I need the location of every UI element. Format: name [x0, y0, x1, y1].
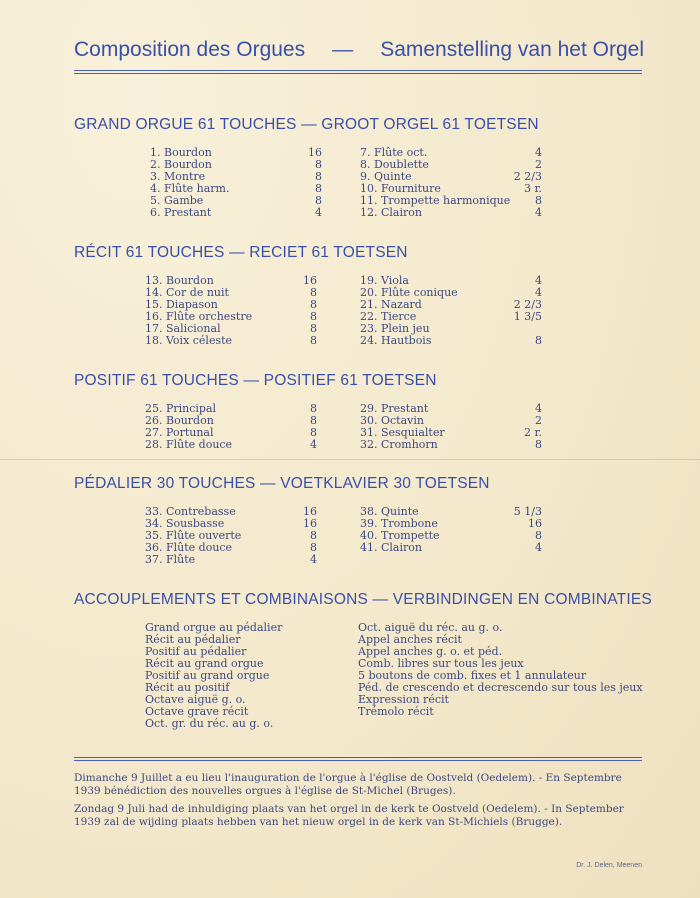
stop-name: 16. Flûte orchestre: [145, 310, 253, 323]
stop-value: 2 2/3: [513, 170, 542, 183]
stops-pedalier-right: [360, 506, 542, 554]
stop-value: 4: [535, 206, 542, 219]
stop-value: 8: [315, 158, 322, 171]
stop-value: 8: [310, 426, 317, 439]
stop-value: 4: [535, 274, 542, 287]
stop-value: 5 1/3: [513, 505, 542, 518]
coupler-item: Appel anches récit: [358, 633, 462, 646]
section-title-pedalier: PÉDALIER 30 TOUCHES — VOETKLAVIER 30 TOETSEN: [74, 475, 490, 492]
stop-value: 2: [535, 414, 542, 427]
stop-row: [360, 207, 542, 219]
section-title-couplers: ACCOUPLEMENTS ET COMBINAISONS — VERBINDINGEN EN COMBINATIES: [74, 591, 652, 608]
stops-grand-right: [360, 147, 542, 219]
stop-name: 15. Diapason: [145, 298, 218, 311]
stops-positif-left: [145, 403, 317, 451]
coupler-item: Récit au grand orgue: [145, 657, 264, 670]
stop-name: 11. Trompette harmonique: [360, 194, 511, 207]
stop-name: 27. Portunal: [145, 426, 214, 439]
footer-note-fr: Dimanche 9 Juillet a eu lieu l'inauguration de l'orgue à l'église de Oostveld (Oedelem). - En Septembre 1939 bénédiction des nouvelles orgues à l'église de St-Michel (Bruges).: [74, 772, 622, 797]
stop-name: 10. Fourniture: [360, 182, 441, 195]
stop-value: 4: [535, 146, 542, 159]
stop-name: 3. Montre: [150, 170, 206, 183]
stop-name: 2. Bourdon: [150, 158, 212, 171]
stop-name: 26. Bourdon: [145, 414, 214, 427]
couplers-right: [358, 622, 643, 718]
stop-name: 37. Flûte: [145, 553, 196, 566]
stop-value: 4: [310, 553, 317, 566]
page-header: [74, 38, 644, 62]
stop-name: 9. Quinte: [360, 170, 412, 183]
stop-name: 28. Flûte douce: [145, 438, 233, 451]
stop-value: 8: [535, 194, 542, 207]
coupler-item: 5 boutons de comb. fixes et 1 annulateur: [358, 669, 587, 682]
stop-name: 6. Prestant: [150, 206, 212, 219]
stop-value: 16: [303, 505, 317, 518]
stop-name: 20. Flûte conique: [360, 286, 458, 299]
footer-rule: [74, 757, 642, 761]
printer-credit: Dr. J. Delen, Meenen: [576, 862, 642, 869]
stop-name: 22. Tierce: [360, 310, 417, 323]
coupler-item: Comb. libres sur tous les jeux: [358, 657, 524, 670]
stop-value: 2 2/3: [513, 298, 542, 311]
stop-value: 4: [535, 541, 542, 554]
footer-note-nl: Zondag 9 Juli had de inhuldiging plaats van het orgel in de kerk te Oostveld (Oedelem). - In September 1939 zal de wijding plaats hebben van het nieuw orgel in de kerk van St-Michiels (Brugge).: [74, 803, 624, 828]
stop-row: [145, 335, 317, 347]
stop-name: 32. Cromhorn: [360, 438, 438, 451]
stops-recit-right: [360, 275, 542, 347]
header-dash: —: [332, 38, 354, 61]
paper-fold: [0, 459, 700, 460]
stop-name: 34. Sousbasse: [145, 517, 225, 530]
stop-value: 8: [535, 529, 542, 542]
stops-positif-right: [360, 403, 542, 451]
header-title-fr: Composition des Orgues: [74, 38, 306, 61]
stop-row: [145, 554, 317, 566]
header-title-nl: Samenstelling van het Orgel: [380, 38, 644, 61]
stop-value: 8: [310, 402, 317, 415]
stop-value: 16: [303, 274, 317, 287]
stop-name: 12. Clairon: [360, 206, 422, 219]
section-title-recit: RÉCIT 61 TOUCHES — RECIET 61 TOETSEN: [74, 244, 408, 261]
stop-value: 8: [535, 334, 542, 347]
stop-value: 8: [310, 310, 317, 323]
stop-name: 19. Viola: [360, 274, 409, 287]
stop-value: 16: [303, 517, 317, 530]
stop-name: 24. Hautbois: [360, 334, 432, 347]
stop-value: 8: [310, 298, 317, 311]
stop-value: 8: [310, 286, 317, 299]
stop-name: 31. Sesquialter: [360, 426, 445, 439]
coupler-item: Grand orgue au pédalier: [145, 621, 283, 634]
stop-row: [150, 207, 322, 219]
coupler-item: Récit au pédalier: [145, 633, 241, 646]
header-rule: [74, 70, 642, 74]
coupler-item: Récit au positif: [145, 681, 230, 694]
stop-value: 2: [535, 158, 542, 171]
stop-name: 40. Trompette: [360, 529, 440, 542]
coupler-item: Expression récit: [358, 693, 449, 706]
stop-name: 30. Octavin: [360, 414, 424, 427]
stop-name: 36. Flûte douce: [145, 541, 233, 554]
section-title-grand-orgue: GRAND ORGUE 61 TOUCHES — GROOT ORGEL 61 TOETSEN: [74, 116, 539, 133]
coupler-item: Positif au pédalier: [145, 645, 247, 658]
stops-pedalier-left: [145, 506, 317, 566]
stop-name: 18. Voix céleste: [145, 334, 233, 347]
stop-name: 38. Quinte: [360, 505, 419, 518]
stop-name: 14. Cor de nuit: [145, 286, 229, 299]
stop-name: 21. Nazard: [360, 298, 422, 311]
stop-name: 35. Flûte ouverte: [145, 529, 242, 542]
stop-name: 41. Clairon: [360, 541, 422, 554]
stop-name: 33. Contrebasse: [145, 505, 236, 518]
stop-value: 8: [310, 529, 317, 542]
stop-name: 25. Principal: [145, 402, 217, 415]
stop-value: 8: [310, 322, 317, 335]
stop-name: 39. Trombone: [360, 517, 438, 530]
stop-value: 4: [535, 286, 542, 299]
coupler-item: Positif au grand orgue: [145, 669, 270, 682]
stop-row: [360, 439, 542, 451]
coupler-item: Péd. de crescendo et decrescendo sur tous les jeux: [358, 681, 643, 694]
stop-row: [145, 439, 317, 451]
stop-name: 13. Bourdon: [145, 274, 214, 287]
stop-name: 5. Gambe: [150, 194, 204, 207]
stop-value: 8: [310, 334, 317, 347]
stop-value: 16: [528, 517, 542, 530]
stop-value: 8: [315, 194, 322, 207]
stop-value: 8: [315, 170, 322, 183]
coupler-item: Oct. aiguë du réc. au g. o.: [358, 621, 503, 634]
stop-value: 3 r.: [523, 182, 542, 195]
stop-value: 4: [315, 206, 322, 219]
coupler-item: Octave grave récit: [145, 705, 249, 718]
coupler-item: Appel anches g. o. et péd.: [358, 645, 503, 658]
couplers-left: [145, 622, 282, 730]
stop-value: 4: [535, 402, 542, 415]
stop-value: 2 r.: [523, 426, 542, 439]
stop-name: 8. Doublette: [360, 158, 429, 171]
stop-name: 1. Bourdon: [150, 146, 212, 159]
stop-row: [360, 335, 542, 347]
stop-name: 17. Salicional: [145, 322, 221, 335]
stop-name: 4. Flûte harm.: [150, 182, 230, 195]
stop-value: 1 3/5: [513, 310, 542, 323]
coupler-item: Octave aiguë g. o.: [145, 693, 246, 706]
stop-value: 8: [310, 541, 317, 554]
stops-grand-left: [150, 147, 322, 219]
stop-value: 16: [308, 146, 322, 159]
stop-name: 29. Prestant: [360, 402, 429, 415]
stop-name: 23. Plein jeu: [360, 322, 430, 335]
coupler-item: Trémolo récit: [358, 705, 434, 718]
stop-row: [360, 542, 542, 554]
section-title-positif: POSITIF 61 TOUCHES — POSITIEF 61 TOETSEN: [74, 372, 437, 389]
stop-name: 7. Flûte oct.: [360, 146, 428, 159]
stop-value: 8: [535, 438, 542, 451]
stops-recit-left: [145, 275, 317, 347]
stop-value: 8: [315, 182, 322, 195]
coupler-item: Oct. gr. du réc. au g. o.: [145, 717, 274, 730]
stop-value: 8: [310, 414, 317, 427]
stop-value: 4: [310, 438, 317, 451]
